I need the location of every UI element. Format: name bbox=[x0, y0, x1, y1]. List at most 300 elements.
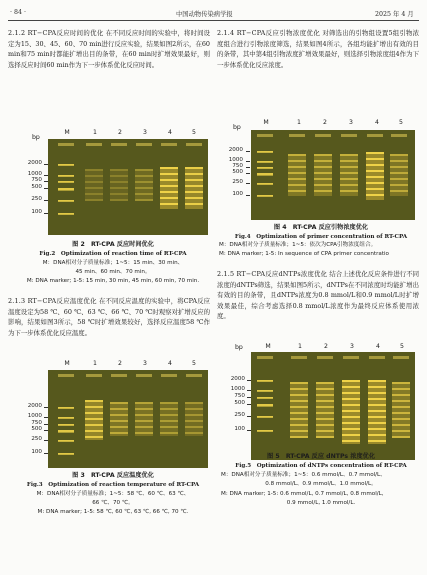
lane-band bbox=[290, 406, 308, 408]
lane-band bbox=[392, 406, 410, 408]
section-2-1-5 bbox=[217, 269, 419, 322]
lane-band bbox=[366, 170, 384, 172]
lane-band bbox=[288, 178, 306, 180]
lane-band bbox=[185, 185, 203, 187]
lane-band bbox=[160, 432, 178, 434]
gel-well bbox=[343, 356, 359, 359]
marker-label: 1000 bbox=[27, 171, 42, 177]
lane-band bbox=[314, 184, 332, 186]
ladder-band bbox=[58, 164, 74, 166]
gel-well bbox=[393, 356, 409, 359]
ladder-band bbox=[58, 417, 74, 419]
lane-band bbox=[290, 436, 308, 438]
lane-band bbox=[288, 190, 306, 192]
ladder-band bbox=[257, 151, 273, 153]
lane-band bbox=[340, 178, 358, 180]
marker-tick bbox=[44, 424, 48, 425]
ladder-band bbox=[58, 181, 74, 183]
ladder-band bbox=[257, 183, 273, 185]
issue-date: 2025 年 4 月 bbox=[375, 11, 414, 18]
lane-band bbox=[342, 392, 360, 394]
lane-band bbox=[290, 382, 308, 384]
lane-band bbox=[368, 398, 386, 400]
figure-3 bbox=[8, 358, 218, 568]
lane-band bbox=[316, 424, 334, 426]
lane-band bbox=[316, 388, 334, 390]
gel-well bbox=[291, 356, 307, 359]
lane-band bbox=[392, 418, 410, 420]
figure-note-en: M: DNA marker; 1-5: In sequence of CPA primer concentratio bbox=[219, 251, 389, 257]
marker-label: 1000 bbox=[228, 157, 243, 163]
marker-label: 100 bbox=[31, 209, 42, 215]
gel-well bbox=[111, 374, 127, 377]
marker-tick bbox=[246, 183, 250, 184]
lane-band bbox=[340, 172, 358, 174]
lane-smear bbox=[290, 382, 308, 438]
lane-band bbox=[135, 402, 153, 404]
ladder-band bbox=[58, 424, 74, 426]
lane-band bbox=[160, 426, 178, 428]
lane-band bbox=[85, 181, 103, 183]
lane-band bbox=[85, 406, 103, 408]
gel-image bbox=[48, 139, 208, 235]
lane-band bbox=[342, 428, 360, 430]
lane-band bbox=[390, 184, 408, 186]
section-text: 在不同反应温度的实验中，将CPA反应温度设定为58 ℃、60 ℃、63 ℃、66 ℃、70 ℃时观察对扩增反应的影响，结果如图3所示，58 ℃时扩增效果较好，选择反应温度58 ℃作为下一步体系优化反应温度。 bbox=[8, 297, 210, 337]
marker-label: 2000 bbox=[27, 160, 42, 166]
lane-band bbox=[110, 432, 128, 434]
lane-band bbox=[368, 416, 386, 418]
lane-smear bbox=[85, 169, 103, 201]
lane-band bbox=[135, 408, 153, 410]
lane-band bbox=[392, 382, 410, 384]
lane-band bbox=[160, 408, 178, 410]
lane-band bbox=[185, 432, 203, 434]
marker-tick bbox=[246, 167, 250, 168]
gel-image bbox=[251, 130, 415, 220]
marker-tick bbox=[44, 175, 48, 176]
lane-band bbox=[85, 412, 103, 414]
lane-band bbox=[368, 434, 386, 436]
section-2-1-2 bbox=[8, 28, 210, 70]
gel-image bbox=[251, 352, 415, 460]
figure-note-en: M: DNA marker; 1-5: 58 ℃, 60 ℃, 63 ℃, 66 ℃, 70 ℃. bbox=[37, 509, 189, 515]
lane-label: 3 bbox=[143, 360, 147, 367]
lane-band bbox=[290, 388, 308, 390]
lane-band bbox=[316, 406, 334, 408]
marker-label: 100 bbox=[234, 426, 245, 432]
lane-band bbox=[392, 388, 410, 390]
marker-label: 500 bbox=[31, 184, 42, 190]
marker-label: 250 bbox=[31, 436, 42, 442]
figure-caption-cn: 图 5 RT-CPA 反应 dNTPs 浓度优化 bbox=[266, 453, 376, 460]
figure-note-en: M: DNA marker; 1-5: 15 min, 30 min, 45 min, 60 min, 70 min. bbox=[26, 278, 200, 284]
lane-band bbox=[390, 160, 408, 162]
lane-band bbox=[288, 160, 306, 162]
marker-label: 500 bbox=[232, 169, 243, 175]
lane-label: 1 bbox=[297, 119, 301, 126]
lane-label: M bbox=[263, 119, 269, 126]
lane-label: 1 bbox=[93, 360, 97, 367]
section-2-1-3 bbox=[8, 296, 210, 338]
lane-band bbox=[135, 169, 153, 171]
lane-label: 3 bbox=[350, 343, 354, 350]
marker-tick bbox=[247, 390, 251, 391]
gel-well bbox=[186, 143, 202, 146]
gel-well bbox=[86, 143, 102, 146]
lane-band bbox=[160, 203, 178, 205]
lane-label: M bbox=[265, 343, 271, 350]
gel-well bbox=[341, 134, 357, 137]
figure-note-cn: 66 ℃、70 ℃。 bbox=[92, 500, 134, 506]
lane-band bbox=[135, 414, 153, 416]
lane-band bbox=[342, 422, 360, 424]
marker-tick bbox=[247, 380, 251, 381]
lane-band bbox=[314, 190, 332, 192]
lane-label: 2 bbox=[324, 343, 328, 350]
figure-note-cn: 0.8 mmol/L、0.9 mmol/L、1.0 mmol/L。 bbox=[265, 481, 377, 487]
figure-note-cn: M：DNA相对分子质量标准；1~5：58 ℃、60 ℃、63 ℃、 bbox=[36, 491, 190, 497]
lane-band bbox=[290, 412, 308, 414]
lane-band bbox=[160, 179, 178, 181]
lane-band bbox=[135, 432, 153, 434]
gel-well bbox=[136, 143, 152, 146]
marker-label: 500 bbox=[31, 426, 42, 432]
lane-band bbox=[85, 418, 103, 420]
lane-band bbox=[288, 172, 306, 174]
lane-label: 4 bbox=[375, 119, 379, 126]
lane-band bbox=[366, 194, 384, 196]
figure-caption-en: Fig.2 Optimization of reaction time of RT-CPA bbox=[39, 251, 187, 257]
figure-note-cn: M：DNA相对分子质量标准；1~5：15 min、30 min、 bbox=[42, 260, 184, 266]
figure-caption-cn: 图 4 RT-CPA 反应引物浓度优化 bbox=[273, 224, 369, 231]
lane-band bbox=[185, 173, 203, 175]
lane-band bbox=[160, 197, 178, 199]
marker-tick bbox=[247, 397, 251, 398]
lane-band bbox=[316, 382, 334, 384]
lane-band bbox=[135, 187, 153, 189]
ladder-band bbox=[58, 440, 74, 442]
lane-band bbox=[342, 398, 360, 400]
marker-label: 1000 bbox=[27, 413, 42, 419]
lane-band bbox=[110, 402, 128, 404]
lane-band bbox=[185, 191, 203, 193]
figure-note-cn: 45 min、60 min、70 min。 bbox=[75, 269, 151, 275]
lane-band bbox=[342, 380, 360, 382]
gel-well bbox=[289, 134, 305, 137]
lane-label: M bbox=[64, 360, 70, 367]
lane-band bbox=[342, 434, 360, 436]
lane-band bbox=[340, 160, 358, 162]
figure-5 bbox=[217, 340, 425, 572]
page-number: · 84 · bbox=[10, 9, 27, 16]
lane-label: 5 bbox=[399, 119, 403, 126]
lane-band bbox=[160, 173, 178, 175]
ladder-band bbox=[257, 390, 273, 392]
lane-band bbox=[110, 187, 128, 189]
lane-band bbox=[366, 152, 384, 154]
marker-tick bbox=[247, 416, 251, 417]
lane-band bbox=[342, 386, 360, 388]
lane-band bbox=[316, 430, 334, 432]
lane-label: M bbox=[64, 129, 70, 136]
gel-well bbox=[111, 143, 127, 146]
marker-label: 2000 bbox=[230, 376, 245, 382]
ladder-band bbox=[257, 380, 273, 382]
lane-band bbox=[392, 412, 410, 414]
lane-band bbox=[340, 190, 358, 192]
marker-label: 100 bbox=[31, 449, 42, 455]
figure-caption-en: Fig.4 Optimization of primer concentration of RT-CPA bbox=[234, 234, 408, 240]
marker-tick bbox=[247, 404, 251, 405]
figure-note-cn: M：DNA相对分子质量标准；1~5：依次为CPA引物浓度组合。 bbox=[219, 242, 377, 248]
lane-band bbox=[85, 169, 103, 171]
lane-band bbox=[342, 416, 360, 418]
ladder-band bbox=[58, 188, 74, 191]
ladder-band bbox=[58, 453, 74, 455]
lane-band bbox=[185, 402, 203, 404]
section-heading: 2.1.2 RT−CPA反应时间的优化 bbox=[8, 29, 104, 37]
lane-smear bbox=[110, 169, 128, 201]
lane-band bbox=[390, 166, 408, 168]
gel-well bbox=[369, 356, 385, 359]
lane-band bbox=[314, 154, 332, 156]
lane-band bbox=[366, 188, 384, 190]
lane-band bbox=[368, 422, 386, 424]
section-heading: 2.1.3 RT−CPA反应温度优化 bbox=[8, 297, 97, 305]
lane-band bbox=[314, 166, 332, 168]
bp-label: bp bbox=[235, 344, 243, 351]
lane-label: 4 bbox=[168, 360, 172, 367]
gel-well bbox=[186, 374, 202, 377]
ladder-band bbox=[58, 213, 74, 215]
section-2-1-4 bbox=[217, 28, 419, 70]
lane-band bbox=[185, 167, 203, 169]
lane-band bbox=[110, 199, 128, 201]
lane-band bbox=[368, 410, 386, 412]
lane-label: 2 bbox=[323, 119, 327, 126]
section-text: 结合上述优化反应条件进行不同浓度的dNTPs筛选，结果如图5所示，dNTPs在不同浓度时均能扩增出有效的目的条带，且dNTPs浓度为0.8 mmol/L和0.9 mmol/L时扩增效果最佳，综合考虑选择0.8 mmol/L浓度作为最终反应体系使用浓度。 bbox=[217, 270, 419, 321]
lane-band bbox=[316, 412, 334, 414]
lane-band bbox=[85, 424, 103, 426]
ladder-band bbox=[257, 167, 273, 169]
lane-label: 5 bbox=[192, 129, 196, 136]
ladder-band bbox=[257, 173, 273, 176]
lane-band bbox=[85, 400, 103, 402]
ladder-band bbox=[257, 430, 273, 432]
lane-smear bbox=[160, 402, 178, 436]
ladder-band bbox=[257, 161, 273, 163]
lane-band bbox=[316, 400, 334, 402]
ladder-band bbox=[58, 430, 74, 433]
lane-band bbox=[85, 430, 103, 432]
lane-band bbox=[135, 426, 153, 428]
lane-band bbox=[342, 410, 360, 412]
marker-label: 2000 bbox=[27, 403, 42, 409]
lane-label: 2 bbox=[118, 360, 122, 367]
lane-band bbox=[85, 175, 103, 177]
lane-band bbox=[85, 187, 103, 189]
lane-band bbox=[390, 190, 408, 192]
lane-band bbox=[288, 184, 306, 186]
marker-tick bbox=[44, 164, 48, 165]
lane-band bbox=[290, 424, 308, 426]
lane-band bbox=[288, 154, 306, 156]
marker-tick bbox=[44, 430, 48, 431]
lane-band bbox=[390, 172, 408, 174]
marker-label: 250 bbox=[234, 412, 245, 418]
lane-band bbox=[185, 408, 203, 410]
lane-band bbox=[316, 436, 334, 438]
marker-tick bbox=[44, 453, 48, 454]
ladder-band bbox=[257, 416, 273, 418]
figure-caption-cn: 图 2 RT-CPA 反应时间优化 bbox=[72, 241, 154, 248]
marker-label: 100 bbox=[232, 191, 243, 197]
lane-band bbox=[340, 154, 358, 156]
lane-band bbox=[290, 394, 308, 396]
marker-tick bbox=[247, 430, 251, 431]
lane-band bbox=[135, 199, 153, 201]
marker-tick bbox=[44, 407, 48, 408]
marker-label: 750 bbox=[234, 393, 245, 399]
lane-band bbox=[110, 193, 128, 195]
gel-well bbox=[58, 143, 74, 146]
lane-band bbox=[392, 430, 410, 432]
lane-band bbox=[160, 191, 178, 193]
marker-label: 500 bbox=[234, 400, 245, 406]
lane-smear bbox=[316, 382, 334, 438]
lane-band bbox=[366, 164, 384, 166]
lane-band bbox=[185, 426, 203, 428]
gel-well bbox=[58, 374, 74, 377]
lane-smear bbox=[392, 382, 410, 438]
lane-band bbox=[314, 172, 332, 174]
gel-well bbox=[367, 134, 383, 137]
marker-tick bbox=[246, 151, 250, 152]
lane-band bbox=[314, 160, 332, 162]
lane-band bbox=[185, 420, 203, 422]
marker-tick bbox=[44, 417, 48, 418]
lane-band bbox=[110, 169, 128, 171]
lane-label: 3 bbox=[143, 129, 147, 136]
lane-label: 4 bbox=[168, 129, 172, 136]
lane-label: 2 bbox=[118, 129, 122, 136]
lane-band bbox=[368, 428, 386, 430]
ladder-band bbox=[58, 200, 74, 202]
figure-caption-cn: 图 3 RT-CPA 反应温度优化 bbox=[72, 472, 154, 479]
lane-band bbox=[185, 203, 203, 205]
section-heading: 2.1.4 RT−CPA反应引物浓度优化 bbox=[217, 29, 321, 37]
lane-band bbox=[160, 420, 178, 422]
lane-band bbox=[392, 400, 410, 402]
lane-band bbox=[160, 167, 178, 169]
lane-band bbox=[366, 182, 384, 184]
lane-band bbox=[110, 181, 128, 183]
lane-band bbox=[290, 400, 308, 402]
lane-band bbox=[135, 420, 153, 422]
marker-label: 750 bbox=[31, 177, 42, 183]
lane-band bbox=[85, 193, 103, 195]
lane-band bbox=[392, 424, 410, 426]
marker-label: 2000 bbox=[228, 147, 243, 153]
lane-band bbox=[110, 426, 128, 428]
marker-tick bbox=[44, 181, 48, 182]
lane-band bbox=[366, 176, 384, 178]
gel-well bbox=[161, 374, 177, 377]
gel-well bbox=[257, 134, 273, 137]
lane-band bbox=[110, 175, 128, 177]
gel-well bbox=[136, 374, 152, 377]
lane-band bbox=[288, 166, 306, 168]
lane-band bbox=[368, 380, 386, 382]
marker-tick bbox=[44, 188, 48, 189]
gel-well bbox=[161, 143, 177, 146]
marker-label: 750 bbox=[31, 420, 42, 426]
lane-band bbox=[85, 199, 103, 201]
figure-note-cn: M：DNA相对分子质量标准；1~5：0.6 mmol/L、0.7 mmol/L、 bbox=[221, 472, 386, 478]
gel-well bbox=[315, 134, 331, 137]
figure-caption-en: Fig.3 Optimization of reaction temperature of RT-CPA bbox=[26, 482, 200, 488]
lane-label: 4 bbox=[376, 343, 380, 350]
journal-name: 中国动物传染病学报 bbox=[176, 11, 233, 18]
lane-band bbox=[316, 418, 334, 420]
figure-2 bbox=[8, 127, 218, 309]
lane-band bbox=[160, 402, 178, 404]
gel-well bbox=[257, 356, 273, 359]
marker-label: 1000 bbox=[230, 386, 245, 392]
lane-band bbox=[368, 440, 386, 442]
lane-smear bbox=[135, 402, 153, 436]
ladder-band bbox=[257, 404, 273, 407]
lane-band bbox=[290, 418, 308, 420]
marker-tick bbox=[246, 195, 250, 196]
lane-band bbox=[160, 185, 178, 187]
marker-tick bbox=[246, 161, 250, 162]
lane-band bbox=[135, 175, 153, 177]
header-rule bbox=[8, 20, 419, 21]
lane-band bbox=[340, 166, 358, 168]
lane-label: 1 bbox=[298, 343, 302, 350]
lane-band bbox=[368, 386, 386, 388]
lane-band bbox=[368, 392, 386, 394]
ladder-band bbox=[257, 397, 273, 399]
lane-band bbox=[390, 154, 408, 156]
lane-band bbox=[185, 197, 203, 199]
figure-note-en: M: DNA marker; 1-5: 0.6 mmol/L, 0.7 mmol/L, 0.8 mmol/L, bbox=[221, 491, 384, 497]
marker-label: 250 bbox=[31, 196, 42, 202]
gel-well bbox=[391, 134, 407, 137]
lane-smear bbox=[185, 402, 203, 436]
lane-smear bbox=[135, 169, 153, 201]
bp-label: bp bbox=[32, 134, 40, 141]
lane-band bbox=[110, 420, 128, 422]
lane-smear bbox=[110, 402, 128, 436]
figure-4 bbox=[217, 116, 425, 266]
lane-band bbox=[392, 436, 410, 438]
marker-tick bbox=[44, 213, 48, 214]
lane-band bbox=[110, 408, 128, 410]
figure-caption-en: Fig.5 Optimization of dNTPs concentration of RT-CPA bbox=[235, 463, 407, 469]
lane-band bbox=[185, 414, 203, 416]
lane-band bbox=[110, 414, 128, 416]
lane-band bbox=[342, 440, 360, 442]
lane-band bbox=[368, 404, 386, 406]
lane-label: 3 bbox=[349, 119, 353, 126]
lane-band bbox=[340, 184, 358, 186]
marker-tick bbox=[44, 200, 48, 201]
ladder-band bbox=[257, 195, 273, 197]
lane-band bbox=[314, 178, 332, 180]
